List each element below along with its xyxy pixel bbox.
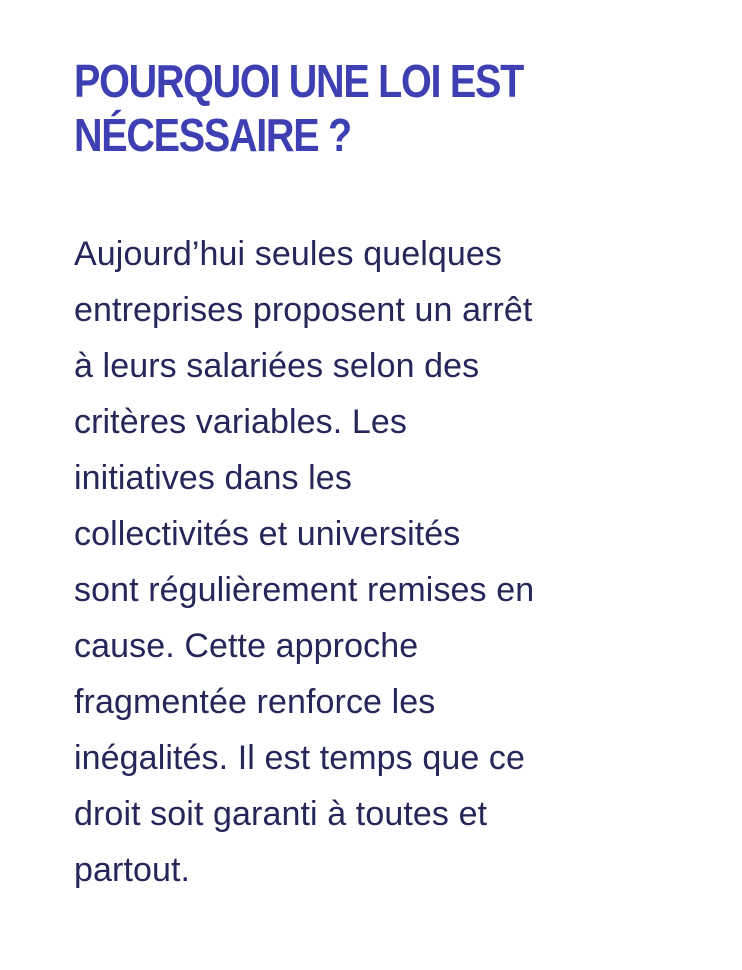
paragraph-line: Aujourd’hui seules quelques bbox=[74, 235, 502, 273]
article-section bbox=[74, 54, 694, 898]
paragraph-line: sont régulièrement remises en bbox=[74, 571, 535, 609]
paragraph-line: partout. bbox=[74, 851, 191, 889]
paragraph-line: à leurs salariées selon des bbox=[74, 347, 480, 385]
paragraph-line: initiatives dans les bbox=[74, 459, 352, 497]
heading-line: NÉCESSAIRE ? bbox=[74, 109, 351, 161]
paragraph-line: fragmentée renforce les bbox=[74, 683, 436, 721]
paragraph-line: droit soit garanti à toutes et bbox=[74, 795, 488, 833]
paragraph-line: collectivités et universités bbox=[74, 515, 461, 553]
paragraph-line: cause. Cette approche bbox=[74, 627, 419, 665]
paragraph-line: inégalités. Il est temps que ce bbox=[74, 739, 526, 777]
paragraph-line: entreprises proposent un arrêt bbox=[74, 291, 533, 329]
body-paragraph bbox=[74, 226, 694, 898]
heading-line: POURQUOI UNE LOI EST bbox=[74, 55, 523, 107]
section-heading bbox=[74, 54, 607, 162]
paragraph-line: critères variables. Les bbox=[74, 403, 407, 441]
